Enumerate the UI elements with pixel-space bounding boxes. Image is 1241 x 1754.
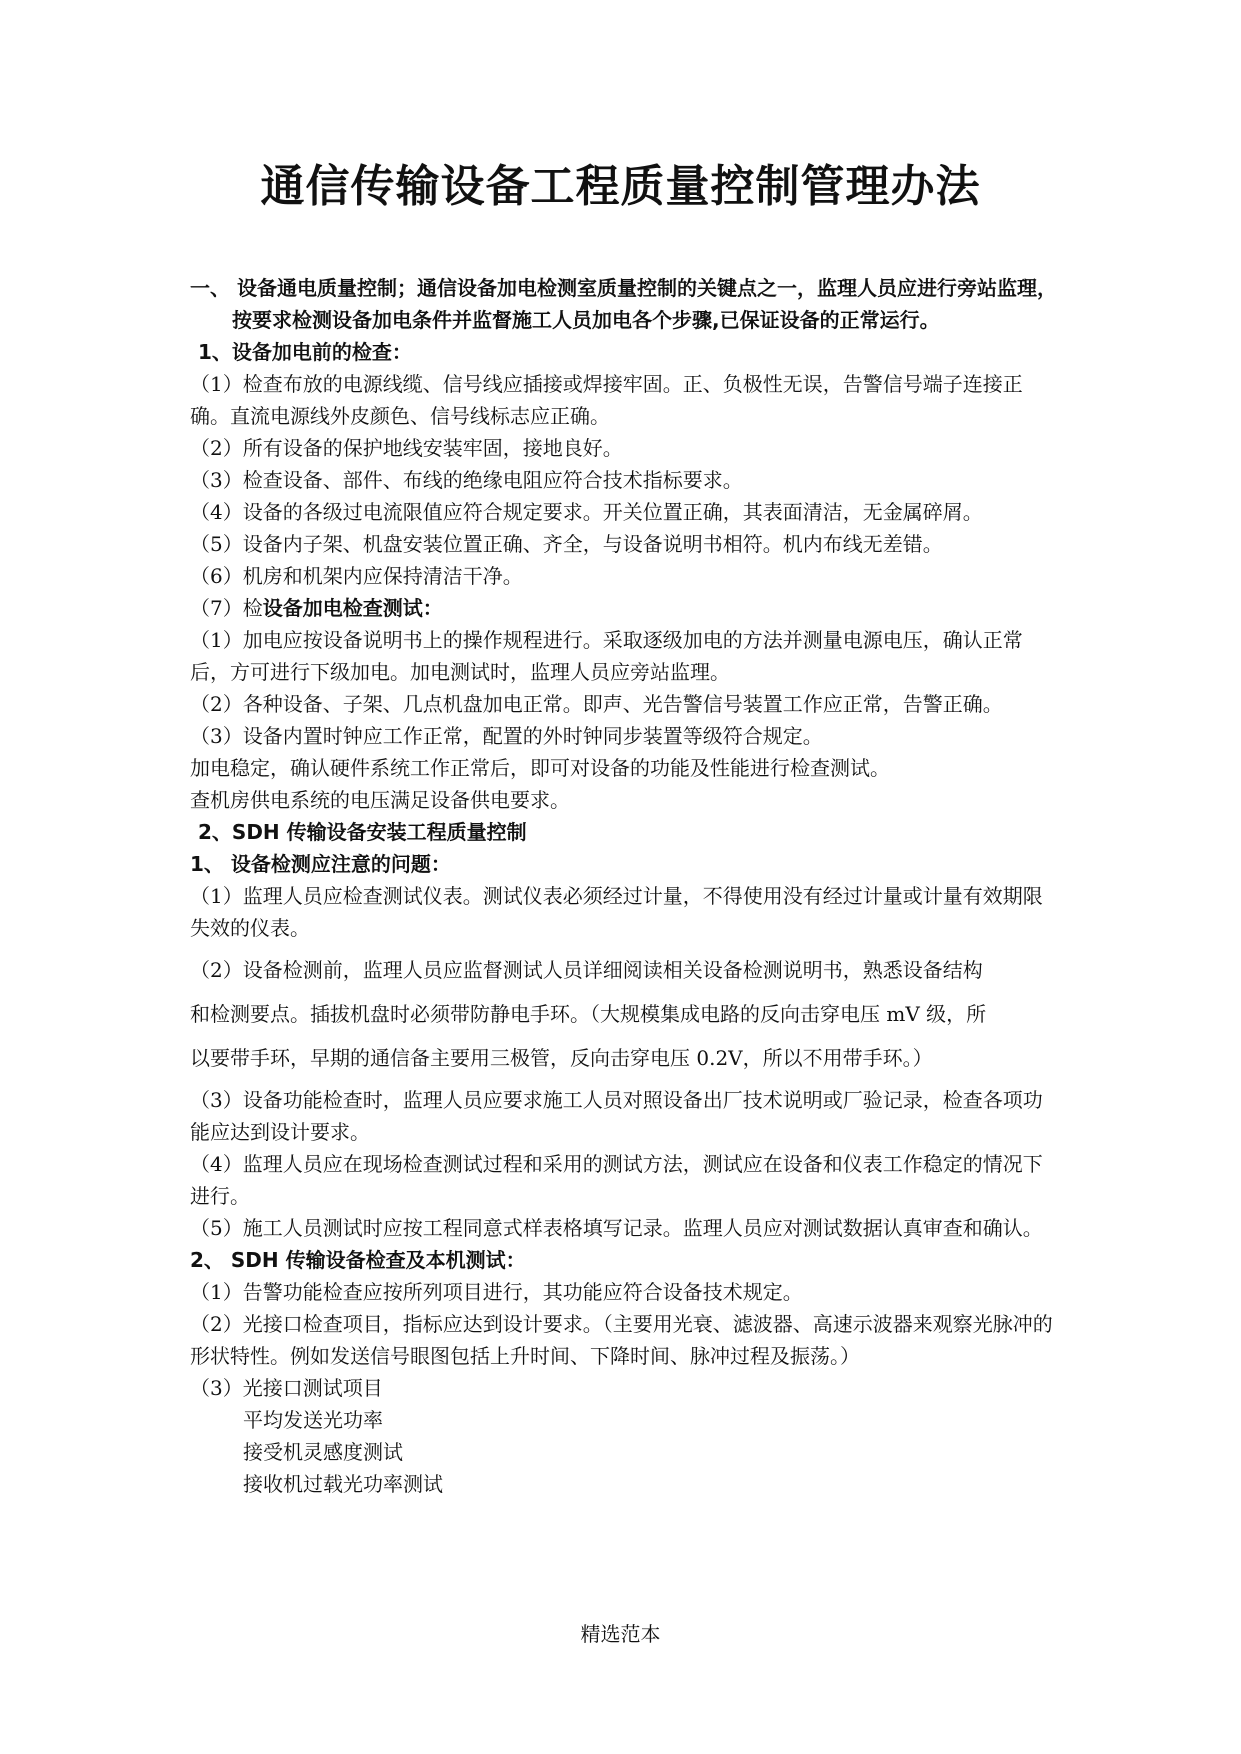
- section-1-sub1-heading: 1、设备加电前的检查：: [198, 340, 412, 364]
- list-item: （3）检查设备、部件、布线的绝缘电阻应符合技术指标要求。: [190, 468, 743, 492]
- list-item: （1）加电应按设备说明书上的操作规程进行。采取逐级加电的方法并测量电源电压，确认正常后，方可进行下级加电。加电测试时，监理人员应旁站监理。: [190, 628, 1023, 684]
- section-1-heading: 一、 设备通电质量控制；通信设备加电检测室质量控制的关键点之一，监理人员应进行旁站监理，按要求检测设备加电条件并监督施工人员加电各个步骤,已保证设备的正常运行。: [190, 276, 1057, 332]
- section-2-sub1-heading: 1、 设备检测应注意的问题：: [190, 852, 451, 876]
- list-item: （2）所有设备的保护地线安装牢固，接地良好。: [190, 436, 623, 460]
- paragraph: 加电稳定，确认硬件系统工作正常后，即可对设备的功能及性能进行检查测试。: [190, 756, 890, 780]
- test-item: 平均发送光功率: [243, 1408, 383, 1432]
- paragraph: 查机房供电系统的电压满足设备供电要求。: [190, 788, 570, 812]
- list-item-line: （2）设备检测前，监理人员应监督测试人员详细阅读相关设备检测说明书，熟悉设备结构: [190, 958, 983, 982]
- list-item: （3）设备内置时钟应工作正常，配置的外时钟同步装置等级符合规定。: [190, 724, 823, 748]
- list-item: （3）设备功能检查时，监理人员应要求施工人员对照设备出厂技术说明或厂验记录，检查各项功能应达到设计要求。: [190, 1088, 1043, 1144]
- list-item: （2）各种设备、子架、几点机盘加电正常。即声、光告警信号装置工作应正常，告警正确。: [190, 692, 1003, 716]
- section-2-sub2-heading: 2、 SDH 传输设备检查及本机测试：: [190, 1248, 526, 1272]
- list-item: （2）光接口检查项目，指标应达到设计要求。（主要用光衰、滤波器、高速示波器来观察光脉冲的形状特性。例如发送信号眼图包括上升时间、下降时间、脉冲过程及振荡。）: [190, 1312, 1053, 1368]
- test-item: 接受机灵感度测试: [243, 1440, 403, 1464]
- list-item: （1）告警功能检查应按所列项目进行，其功能应符合设备技术规定。: [190, 1280, 803, 1304]
- item7-prefix: （7）检: [190, 596, 263, 620]
- list-item: （3）光接口测试项目: [190, 1376, 383, 1400]
- list-item: （5）施工人员测试时应按工程同意式样表格填写记录。监理人员应对测试数据认真审查和确认。: [190, 1216, 1043, 1240]
- list-item: （6）机房和机架内应保持清洁干净。: [190, 564, 523, 588]
- list-item: （1）监理人员应检查测试仪表。测试仪表必须经过计量，不得使用没有经过计量或计量有效期限失效的仪表。: [190, 884, 1043, 940]
- list-item-7: [190, 592, 1058, 624]
- list-item-line: 以要带手环，早期的通信备主要用三极管，反向击穿电压 0.2V，所以不用带手环。）: [190, 1046, 933, 1070]
- test-item: 接收机过载光功率测试: [243, 1472, 443, 1496]
- list-item: （5）设备内子架、机盘安装位置正确、齐全，与设备说明书相符。机内布线无差错。: [190, 532, 943, 556]
- list-item-line: 和检测要点。插拔机盘时必须带防静电手环。（大规模集成电路的反向击穿电压 mV 级，所: [190, 1002, 987, 1026]
- section-2-heading: 2、SDH 传输设备安装工程质量控制: [198, 820, 527, 844]
- item7-bold-heading: 设备加电检查测试：: [262, 596, 443, 620]
- page-footer: 精选范本: [580, 1622, 661, 1646]
- page-title: 通信传输设备工程质量控制管理办法: [260, 161, 981, 212]
- list-item: （4）监理人员应在现场检查测试过程和采用的测试方法，测试应在设备和仪表工作稳定的情况下进行。: [190, 1152, 1043, 1208]
- document-body: [190, 272, 1058, 1500]
- list-item: （1）检查布放的电源线缆、信号线应插接或焊接牢固。正、负极性无误，告警信号端子连接正确。直流电源线外皮颜色、信号线标志应正确。: [190, 372, 1023, 428]
- list-item: （4）设备的各级过电流限值应符合规定要求。开关位置正确，其表面清洁，无金属碎屑。: [190, 500, 983, 524]
